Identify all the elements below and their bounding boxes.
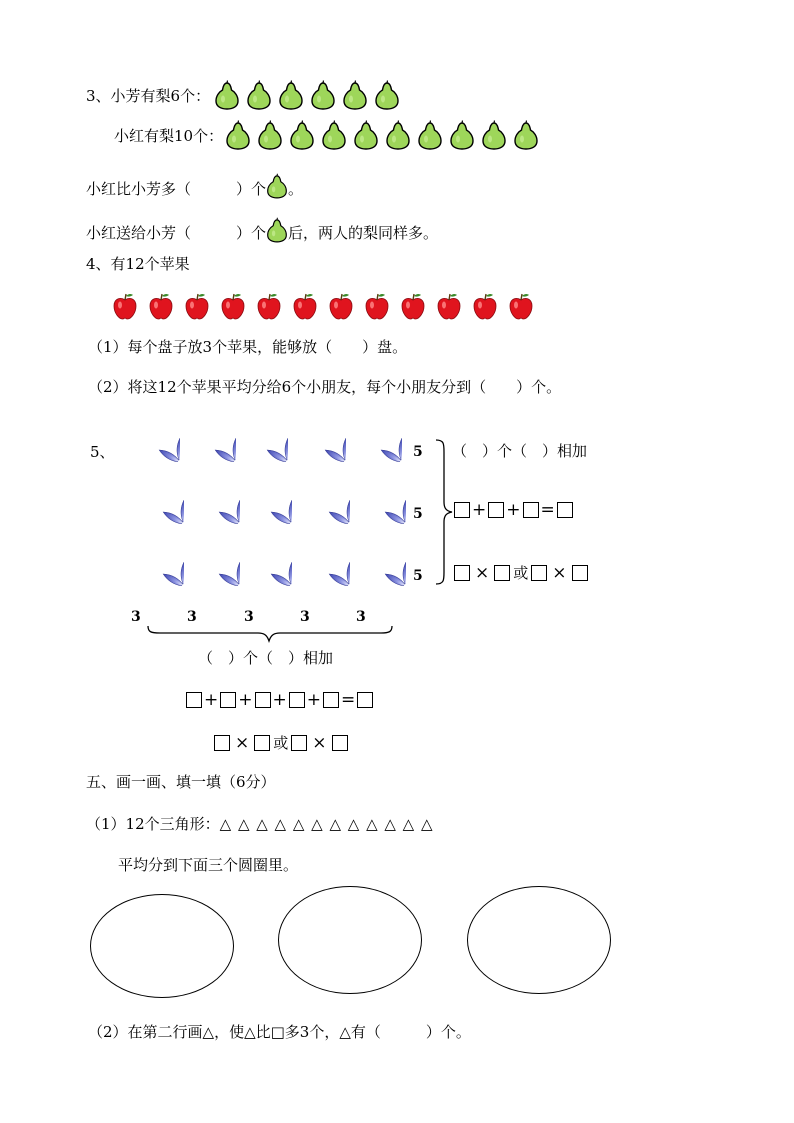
apple-icon (112, 292, 138, 320)
answer-box[interactable] (494, 565, 510, 581)
col-total-2: 3 (187, 609, 197, 625)
pear-icon (246, 80, 272, 110)
apple-icon (436, 292, 462, 320)
answer-box[interactable] (454, 565, 470, 581)
answer-box[interactable] (255, 692, 271, 708)
times-sign: × (552, 562, 567, 583)
pear-icon (310, 80, 336, 110)
answer-box[interactable] (454, 502, 470, 518)
answer-box[interactable] (289, 692, 305, 708)
pear-row-1 (214, 80, 400, 110)
flower-grid (124, 408, 414, 588)
plus-sign: + (204, 690, 219, 710)
row-total-3: 5 (413, 568, 423, 584)
q3-line3 (86, 172, 303, 200)
apple-icon (364, 292, 390, 320)
circle-3[interactable] (467, 886, 611, 994)
answer-box[interactable] (323, 692, 339, 708)
apple-icon (148, 292, 174, 320)
apple-icon (256, 292, 282, 320)
q3-line1 (86, 80, 400, 110)
q3-line1-label: 3、小芳有梨6个： (86, 86, 211, 105)
col-total-1: 3 (131, 609, 141, 625)
s5-sub2: （2）在第二行画△，使△比□多3个，△有（ ）个。 (88, 1023, 471, 1041)
times-sign: × (235, 732, 250, 753)
q3-line2-label: 小红有梨10个： (114, 126, 224, 145)
triangle-row: △ △ △ △ △ △ △ △ △ △ △ △ (219, 815, 434, 833)
pear-icon (278, 80, 304, 110)
q3-line4 (86, 216, 438, 244)
times-sign: × (475, 562, 490, 583)
s5-sub1-instruction: 平均分到下面三个圆圈里。 (118, 856, 299, 874)
pear-icon (385, 120, 411, 150)
equals-sign: = (341, 690, 356, 710)
flower-icon (298, 472, 350, 524)
answer-box[interactable] (523, 502, 539, 518)
pear-icon (289, 120, 315, 150)
q5-right-text: （ ）个（ ）相加 (452, 442, 588, 460)
row-total-1: 5 (413, 444, 423, 460)
circle-1[interactable] (90, 894, 234, 998)
q4-sub2: （2）将这12个苹果平均分给6个小朋友，每个小朋友分到（ ）个。 (88, 378, 562, 396)
s5-sub1-label: （1）12个三角形： (86, 815, 220, 833)
pear-icon (481, 120, 507, 150)
flower-icon (184, 410, 236, 462)
plus-sign: + (506, 500, 521, 520)
pear-icon (266, 216, 288, 244)
pear-icon (417, 120, 443, 150)
circle-2[interactable] (278, 886, 422, 994)
pear-icon (257, 120, 283, 150)
row-total-2: 5 (413, 506, 423, 522)
flower-icon (354, 534, 406, 586)
s5-sub1 (86, 814, 434, 834)
pear-icon (225, 120, 251, 150)
apple-icon (472, 292, 498, 320)
apple-row (112, 292, 534, 320)
answer-box[interactable] (572, 565, 588, 581)
q5-bottom-text: （ ）个（ ）相加 (198, 649, 334, 667)
q3-line3-end: 。 (288, 180, 304, 198)
bottom-brace (146, 624, 394, 644)
pear-row-2 (225, 120, 539, 150)
flower-icon (132, 472, 184, 524)
flower-icon (350, 410, 402, 462)
equals-sign: = (540, 500, 555, 520)
q5-label: 5、 (90, 443, 115, 461)
apple-icon (292, 292, 318, 320)
answer-box[interactable] (214, 735, 230, 751)
pear-icon (342, 80, 368, 110)
answer-box[interactable] (186, 692, 202, 708)
answer-box[interactable] (357, 692, 373, 708)
answer-box[interactable] (254, 735, 270, 751)
plus-sign: + (238, 690, 253, 710)
flower-icon (354, 472, 406, 524)
or-text: 或 (273, 734, 289, 752)
answer-box[interactable] (291, 735, 307, 751)
q4-title: 4、有12个苹果 (86, 255, 190, 273)
pear-icon (321, 120, 347, 150)
answer-box[interactable] (557, 502, 573, 518)
apple-icon (220, 292, 246, 320)
flower-icon (188, 534, 240, 586)
answer-box[interactable] (332, 735, 348, 751)
apple-icon (400, 292, 426, 320)
pear-icon (513, 120, 539, 150)
q5-bottom-multiplication (214, 732, 348, 753)
answer-box[interactable] (531, 565, 547, 581)
flower-icon (132, 534, 184, 586)
pear-icon (266, 172, 288, 200)
col-total-3: 3 (244, 609, 254, 625)
apple-icon (184, 292, 210, 320)
pear-icon (449, 120, 475, 150)
q4-sub1: （1）每个盘子放3个苹果，能够放（ ）盘。 (88, 338, 408, 356)
flower-icon (128, 410, 180, 462)
q5-right-multiplication (454, 562, 588, 583)
col-total-4: 3 (300, 609, 310, 625)
q3-line3-text: 小红比小芳多（ ）个 (86, 180, 267, 198)
apple-icon (328, 292, 354, 320)
plus-sign: + (306, 690, 321, 710)
answer-box[interactable] (488, 502, 504, 518)
or-text: 或 (513, 564, 529, 582)
pear-icon (374, 80, 400, 110)
flower-icon (240, 472, 292, 524)
q3-line2 (114, 120, 539, 150)
pear-icon (353, 120, 379, 150)
flower-icon (298, 534, 350, 586)
q5-right-addition (454, 500, 573, 520)
plus-sign: + (272, 690, 287, 710)
flower-icon (294, 410, 346, 462)
times-sign: × (312, 732, 327, 753)
col-total-5: 3 (356, 609, 366, 625)
pear-icon (214, 80, 240, 110)
flower-icon (188, 472, 240, 524)
answer-box[interactable] (220, 692, 236, 708)
q5-bottom-addition (186, 690, 373, 710)
q3-line4-end: 后，两人的梨同样多。 (288, 224, 439, 242)
flower-icon (236, 410, 288, 462)
section5-title: 五、画一画、填一填（6分） (86, 773, 276, 791)
plus-sign: + (472, 500, 487, 520)
q3-line4-text: 小红送给小芳（ ）个 (86, 224, 267, 242)
apple-icon (508, 292, 534, 320)
flower-icon (240, 534, 292, 586)
